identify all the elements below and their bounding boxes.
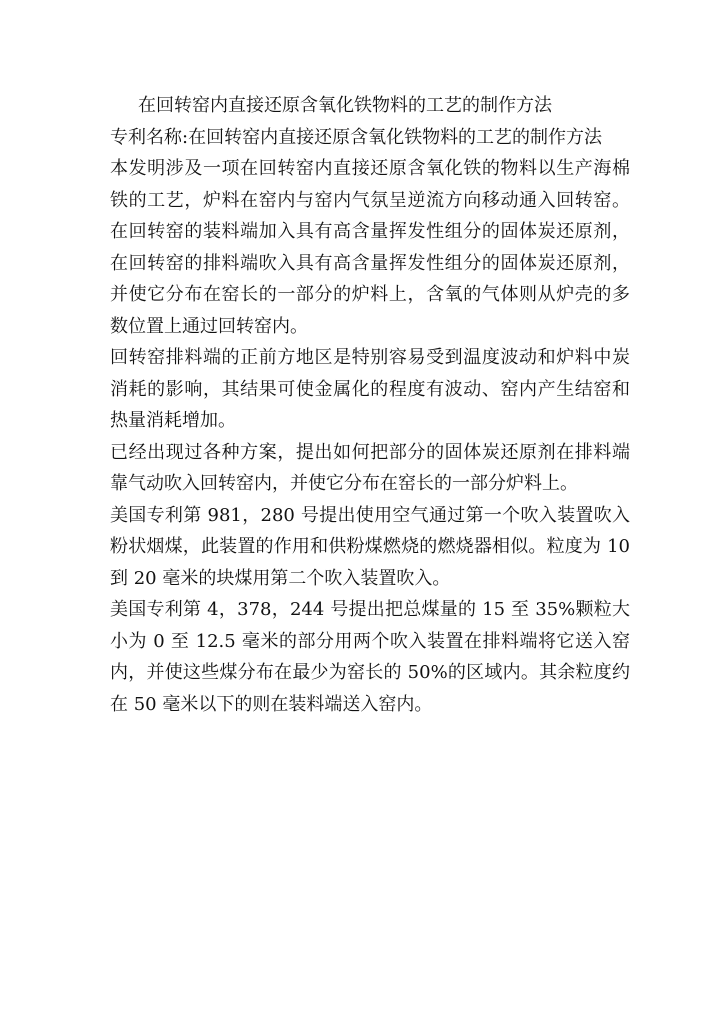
document-page	[110, 90, 630, 720]
us-patent-981280-paragraph: 美国专利第 981，280 号提出使用空气通过第一个吹入装置吹入粉状烟煤，此装置的作用和供粉煤燃烧的燃烧器相似。粒度为 10 到 20 毫米的块煤用第二个吹入装置吹入。	[110, 504, 630, 589]
discharge-end-paragraph: 回转窑排料端的正前方地区是特别容易受到温度波动和炉料中炭消耗的影响，其结果可使金属化的程度有波动、窑内产生结窑和热量消耗增加。	[110, 347, 630, 431]
us-patent-4378244-paragraph: 美国专利第 4，378，244 号提出把总煤量的 15 至 35%颗粒大小为 0 至 12.5 毫米的部分用两个吹入装置在排料端将它送入窑内，并使这些煤分布在最少为窑长的 50%的区域内。其余粒度约在 50 毫米以下的则在装料端送入窑内。	[110, 599, 630, 715]
prior-proposals-paragraph: 已经出现过各种方案，提出如何把部分的固体炭还原剂在排料端靠气动吹入回转窑内，并使它分布在窑长的一部分炉料上。	[110, 441, 630, 494]
patent-name-paragraph: 专利名称:在回转窑内直接还原含氧化铁物料的工艺的制作方法	[110, 126, 603, 148]
document-title: 在回转窑内直接还原含氧化铁物料的工艺的制作方法	[138, 95, 552, 116]
invention-summary-paragraph: 本发明涉及一项在回转窑内直接还原含氧化铁的物料以生产海棉铁的工艺，炉料在窑内与窑内气氛呈逆流方向移动通入回转窑。在回转窑的装料端加入具有高含量挥发性组分的固体炭还原剂，在回转窑的排料端吹入具有高含量挥发性组分的固体炭还原剂，并使它分布在窑长的一部分的炉料上，含氧的气体则从炉壳的多数位置上通过回转窑内。	[110, 158, 630, 337]
